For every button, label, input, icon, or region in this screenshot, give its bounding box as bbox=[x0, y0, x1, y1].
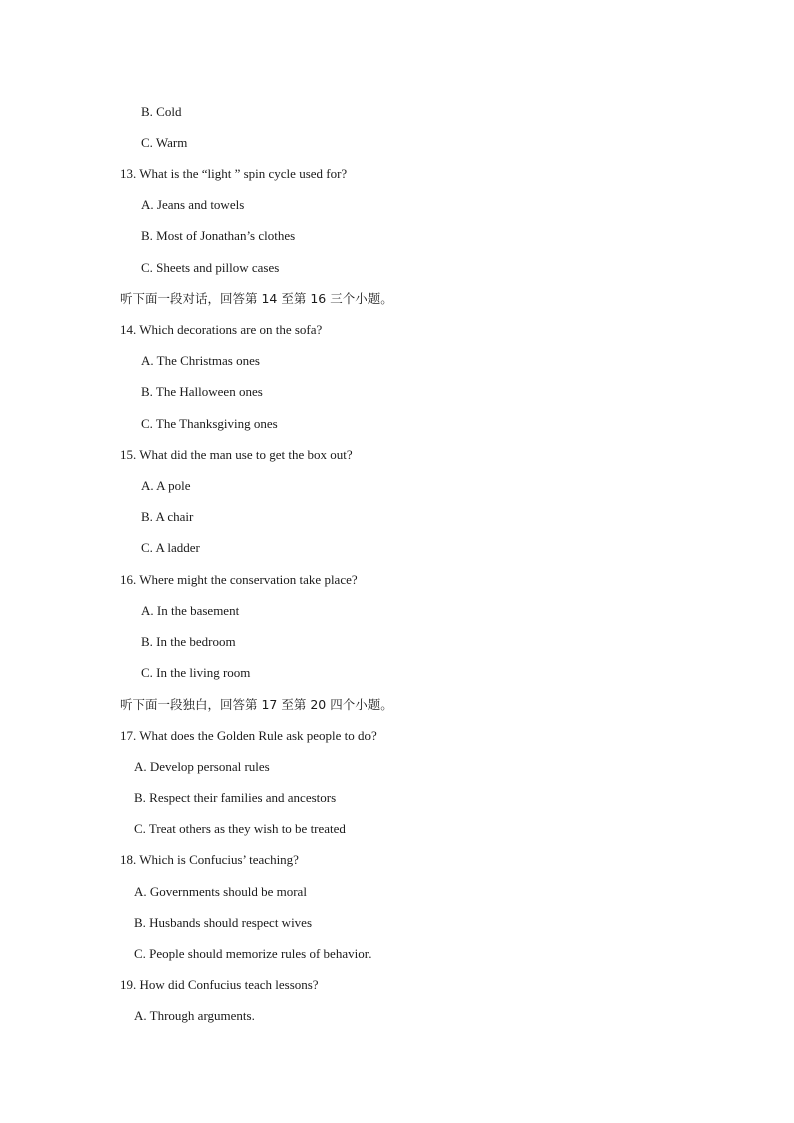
q17-option-b: B. Respect their families and ancestors bbox=[134, 790, 337, 805]
q13-option-c: C. Sheets and pillow cases bbox=[141, 260, 280, 275]
q17-question: 17. What does the Golden Rule ask people to do? bbox=[120, 728, 377, 743]
q14-option-c: C. The Thanksgiving ones bbox=[141, 416, 278, 431]
q15-option-b: B. A chair bbox=[141, 509, 194, 524]
q15-option-a: A. A pole bbox=[141, 478, 191, 493]
q14-option-b: B. The Halloween ones bbox=[141, 384, 263, 399]
q18-option-a: A. Governments should be moral bbox=[134, 884, 307, 899]
q16-option-b: B. In the bedroom bbox=[141, 634, 236, 649]
q13-option-a: A. Jeans and towels bbox=[141, 197, 245, 212]
q13-question: 13. What is the “light ” spin cycle used for? bbox=[120, 166, 348, 181]
q14-question: 14. Which decorations are on the sofa? bbox=[120, 322, 323, 337]
q15-question: 15. What did the man use to get the box out? bbox=[120, 447, 353, 462]
q18-option-c: C. People should memorize rules of behavior. bbox=[134, 946, 372, 961]
q16-option-c: C. In the living room bbox=[141, 665, 251, 680]
q15-option-c: C. A ladder bbox=[141, 540, 200, 555]
q12-option-c: C. Warm bbox=[141, 135, 188, 150]
q13-option-b: B. Most of Jonathan’s clothes bbox=[141, 228, 296, 243]
q18-option-b: B. Husbands should respect wives bbox=[134, 915, 313, 930]
q16-option-a: A. In the basement bbox=[141, 603, 240, 618]
section-instruction-1: 听下面一段对话，回答第 14 至第 16 三个小题。 bbox=[120, 291, 393, 306]
q18-question: 18. Which is Confucius’ teaching? bbox=[120, 852, 299, 867]
q14-option-a: A. The Christmas ones bbox=[141, 353, 260, 368]
q17-option-a: A. Develop personal rules bbox=[134, 759, 270, 774]
q16-question: 16. Where might the conservation take place? bbox=[120, 572, 358, 587]
q19-option-a: A. Through arguments. bbox=[134, 1008, 255, 1023]
q19-question: 19. How did Confucius teach lessons? bbox=[120, 977, 319, 992]
q12-option-b: B. Cold bbox=[141, 104, 182, 119]
section-instruction-2: 听下面一段独白，回答第 17 至第 20 四个小题。 bbox=[120, 697, 393, 712]
q17-option-c: C. Treat others as they wish to be treated bbox=[134, 821, 346, 836]
